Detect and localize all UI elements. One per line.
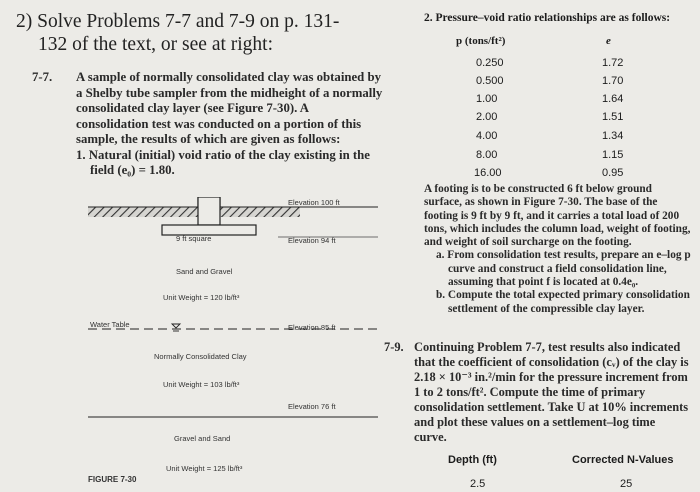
elevation-100-label: Elevation 100 ft — [288, 198, 340, 207]
footing-size-label: 9 ft square — [176, 234, 212, 243]
cell-p: 0.250 — [476, 57, 504, 69]
sand-gravel-label: Sand and Gravel — [176, 267, 233, 276]
problem-7-7 — [32, 70, 384, 179]
problem-7-7-number: 7-7. — [32, 70, 53, 84]
problem-7-7-text: A sample of normally consolidated clay was obtained by a Shelby tube sampler from the midheight of a normally consolidated clay layer (see Figure 7-30). A consolidation test was conducted on a portion of this sample, the results of which are given as follows: — [76, 70, 383, 146]
elevation-94-label: Elevation 94 ft — [288, 236, 336, 245]
cell-p: 0.500 — [476, 75, 504, 87]
elevation-76-label: Elevation 76 ft — [288, 402, 336, 411]
cell-p: 8.00 — [476, 149, 498, 161]
heading-line-1: 2) Solve Problems 7-7 and 7-9 on p. 131- — [16, 11, 340, 32]
figure-7-30 — [88, 197, 380, 492]
cell-n: 25 — [620, 478, 633, 490]
elevation-85-label: Elevation 85 ft — [288, 323, 336, 332]
item-2-heading: 2. Pressure–void ratio relationships are as follows: — [424, 12, 671, 24]
clay-label: Normally Consolidated Clay — [154, 352, 247, 361]
gravel-sand-label: Gravel and Sand — [174, 434, 231, 443]
figure-caption: FIGURE 7-30 — [88, 475, 137, 484]
footing-text: A footing is to be constructed 6 ft below ground surface, as shown in Figure 7-30. The base of the footing is 9 ft by 9 ft, and it carries a total load of 200 tons, which includes the column load, weight of footing, and weight of soil surcharge on the footing. — [424, 183, 691, 249]
cell-e: 1.64 — [602, 93, 624, 105]
soil-profile-diagram — [88, 197, 380, 492]
col-header-p: p (tons/ft²) — [456, 35, 506, 47]
col-header-n: Corrected N-Values — [572, 454, 674, 466]
cell-e: 1.70 — [602, 75, 624, 87]
cell-e: 1.72 — [602, 57, 624, 69]
question-b: b. Compute the total expected primary consolidation settlement of the compressible clay layer. — [436, 289, 690, 315]
ground-surface-right — [220, 207, 300, 217]
unit-weight-3-label: Unit Weight = 125 lb/ft³ — [166, 464, 243, 473]
col-header-e: e — [606, 35, 611, 47]
problem-7-9-text: Continuing Problem 7-7, test results also indicated that the coefficient of consolidation (cᵥ) of the clay is 2.18 × 10⁻³ in.²/min for the pressure increment from 1 to 2 tons/ft². Compute the time of primary consolidation settlement. Take U at 10% increments and plot these values on a settlement–log time curve. — [414, 340, 689, 444]
cell-p: 4.00 — [476, 130, 498, 142]
footing-paragraph — [424, 183, 692, 316]
unit-weight-2-label: Unit Weight = 103 lb/ft³ — [163, 380, 240, 389]
problem-7-9 — [384, 340, 690, 445]
heading-line-2: 132 of the text, or see at right: — [38, 34, 274, 55]
cell-e: 1.34 — [602, 130, 624, 142]
col-header-depth: Depth (ft) — [448, 454, 497, 466]
problem-7-9-number: 7-9. — [384, 340, 404, 354]
cell-e: 1.15 — [602, 149, 624, 161]
problem-7-7-item-1: 1. Natural (initial) void ratio of the clay existing in the field (e₀) = 1.80. — [76, 147, 370, 177]
cell-e: 0.95 — [602, 167, 624, 179]
cell-e: 1.51 — [602, 111, 624, 123]
cell-depth: 2.5 — [470, 478, 486, 490]
unit-weight-1-label: Unit Weight = 120 lb/ft³ — [163, 293, 240, 302]
problem-heading — [16, 10, 376, 56]
cell-p: 1.00 — [476, 93, 498, 105]
water-table-label: Water Table — [90, 320, 130, 329]
cell-p: 16.00 — [474, 167, 502, 179]
question-a: a. From consolidation test results, prepare an e–log p curve and construct a field consolidation line, assuming that point f is located at 0.4e₀. — [436, 249, 691, 289]
cell-p: 2.00 — [476, 111, 498, 123]
ground-surface-left — [88, 207, 198, 217]
